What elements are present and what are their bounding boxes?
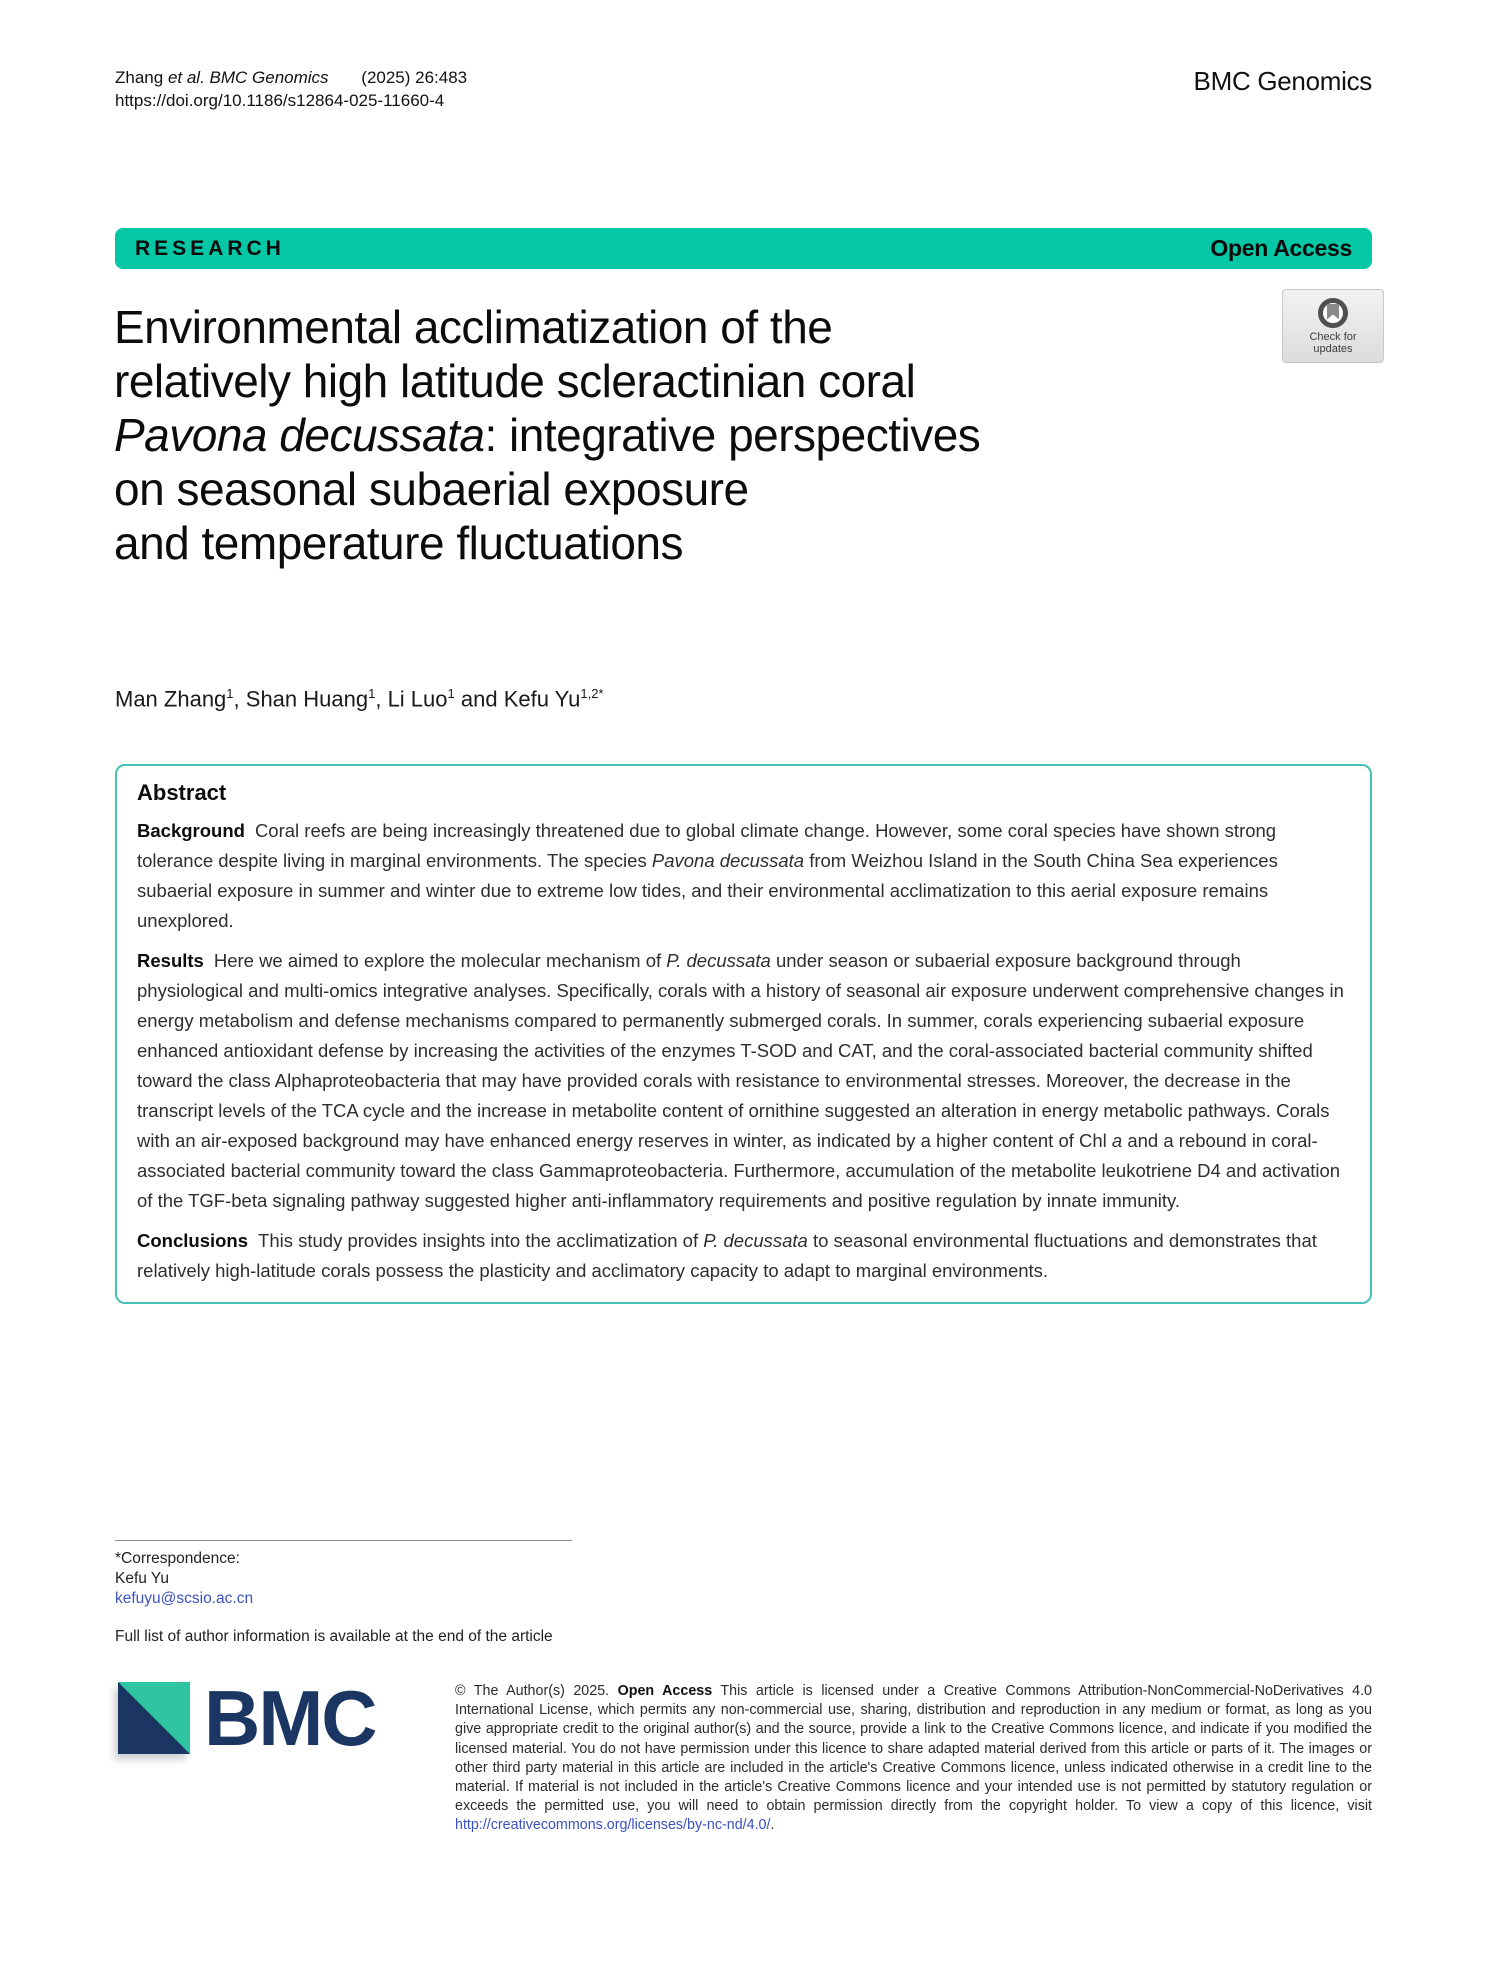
abstract-box: [115, 764, 1372, 1304]
correspondence-block: [115, 1540, 585, 1647]
correspondence-name: Kefu Yu: [115, 1570, 170, 1587]
conclusions-text: This study provides insights into the acclimatization of: [258, 1230, 704, 1251]
bookmark-icon: [1327, 304, 1339, 320]
species-italic: P. decussata: [703, 1230, 808, 1251]
research-banner: [115, 228, 1372, 269]
title-line3-rest: : integrative perspectives: [484, 409, 981, 461]
results-text: and a rebound in coral-associated bacterial community toward the class Gammaproteobacteria. Furthermore, accumulation of the metabolite leukotriene D4 and activation of the TGF-beta signaling pathway suggested higher anti-inflammatory requirements and positive regulation by innate immunity.: [137, 1130, 1341, 1211]
citation-journal-italic: et al. BMC Genomics: [167, 68, 329, 87]
author-separator: ,: [233, 686, 246, 712]
bmc-logo-text: BMC: [204, 1674, 376, 1762]
author-separator: ,: [375, 686, 388, 712]
license-open-access-label: Open Access: [617, 1683, 713, 1699]
author-3-affil: 1: [447, 686, 455, 701]
top-citation-bar: [115, 66, 1372, 112]
correspondence-divider: [115, 1540, 572, 1541]
author-info-note: Full list of author information is available at the end of the article: [115, 1628, 553, 1645]
title-line2: relatively high latitude scleractinian coral: [114, 355, 916, 407]
article-title: [114, 300, 1164, 570]
author-3: Li Luo: [387, 686, 448, 712]
background-text: Coral reefs are being increasingly threatened due to global climate change. However, some coral species have shown strong tolerance despite living in marginal environments. The species: [137, 820, 1277, 871]
title-line5: and temperature fluctuations: [114, 517, 684, 569]
results-paragraph: [137, 946, 1350, 1216]
author-2: Shan Huang: [245, 686, 369, 712]
title-species-name: Pavona decussata: [114, 409, 485, 461]
author-4-affil: 1,2*: [580, 686, 604, 701]
check-updates-label: [1309, 331, 1356, 355]
journal-name: BMC Genomics: [1193, 66, 1372, 96]
author-4: Kefu Yu: [503, 686, 581, 712]
license-period: .: [770, 1817, 775, 1834]
species-italic: P. decussata: [666, 950, 771, 971]
license-link[interactable]: http://creativecommons.org/licenses/by-nc-nd/4.0/: [455, 1817, 771, 1834]
conclusions-paragraph: [137, 1226, 1350, 1286]
author-2-affil: 1: [368, 686, 376, 701]
citation-block: [115, 66, 467, 112]
license-body: This article is licensed under a Creative Commons Attribution-NonCommercial-NoDerivatives 4.0 International License, which permits any non-commercial use, sharing, distribution and reproduction in any medium or format, as long as you give appropriate credit to the original author(s) and the source, provide a link to the Creative Commons licence, and indicate if you modified the licensed material. You do not have permission under this licence to share adapted material derived from this article or parts of it. The images or other third party material in this article are included in the article's Creative Commons licence, unless indicated otherwise in a credit line to the material. If material is not included in the article's Creative Commons licence and your intended use is not permitted by statutory regulation or exceeds the permitted use, you will need to obtain permission directly from the copyright holder. To view a copy of this licence, visit: [455, 1683, 1372, 1815]
author-1: Man Zhang: [115, 686, 227, 712]
doi-link[interactable]: https://doi.org/10.1186/s12864-025-11660-4: [115, 91, 445, 110]
abstract-heading: Abstract: [137, 780, 227, 805]
background-text: from Weizhou Island in the South China Sea experiences subaerial exposure in summer and winter due to extreme low tides, and their environmental acclimatization to this aerial exposure remains unexplored.: [137, 850, 1278, 931]
conclusions-label: Conclusions: [137, 1230, 249, 1251]
correspondence-label: *Correspondence:: [115, 1550, 240, 1567]
check-updates-line1: Check for: [1309, 330, 1357, 343]
check-updates-badge[interactable]: [1282, 289, 1384, 363]
authors-line: [115, 686, 604, 712]
open-access-label: Open Access: [1210, 235, 1352, 261]
background-paragraph: [137, 816, 1350, 936]
results-label: Results: [137, 950, 204, 971]
bmc-logo: [118, 1674, 376, 1762]
citation-ref: (2025) 26:483: [361, 68, 468, 87]
title-line1: Environmental acclimatization of the: [114, 301, 833, 353]
bmc-logo-mark-icon: [118, 1682, 190, 1754]
correspondence-email[interactable]: kefuyu@scsio.ac.cn: [115, 1590, 254, 1607]
results-text: Here we aimed to explore the molecular mechanism of: [213, 950, 667, 971]
results-text: under season or subaerial exposure background through physiological and multi-omics integrative analyses. Specifically, corals with a history of seasonal air exposure underwent comprehensive changes in energy metabolism and defense mechanisms compared to permanently submerged corals. In summer, corals experiencing subaerial exposure enhanced antioxidant defense by increasing the activities of the enzymes T-SOD and CAT, and the coral-associated bacterial community shifted toward the class Alphaproteobacteria that may have provided corals with resistance to environmental stresses. Moreover, the decrease in the transcript levels of the TCA cycle and the increase in metabolite content of ornithine suggested an alteration in energy metabolic pathways. Corals with an air-exposed background may have enhanced energy reserves in winter, as indicated by a higher content of Chl: [137, 950, 1344, 1151]
research-label: RESEARCH: [135, 236, 285, 260]
title-line4: on seasonal subaerial exposure: [114, 463, 749, 515]
species-italic: Pavona decussata: [651, 850, 805, 871]
license-copyright: © The Author(s) 2025.: [455, 1683, 618, 1699]
citation-line: [115, 66, 467, 89]
background-label: Background: [137, 820, 245, 841]
citation-author: Zhang: [115, 68, 164, 87]
conclusions-text: to seasonal environmental fluctuations and demonstrates that relatively high-latitude corals possess the plasticity and acclimatory capacity to adapt to marginal environments.: [137, 1230, 1317, 1281]
check-updates-line2: updates: [1313, 342, 1353, 355]
crossmark-icon: [1318, 298, 1348, 328]
chl-a-italic: a: [1111, 1130, 1123, 1151]
author-1-affil: 1: [226, 686, 234, 701]
license-text: [455, 1682, 1372, 1836]
author-separator: and: [454, 686, 504, 712]
